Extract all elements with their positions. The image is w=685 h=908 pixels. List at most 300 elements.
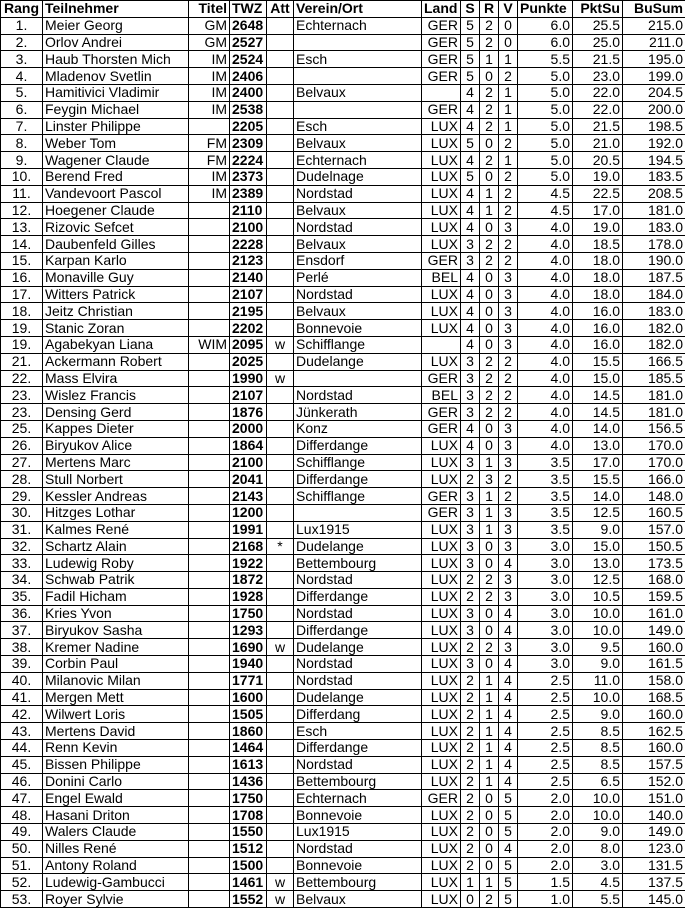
cell-busum: 140.0 [623,807,685,824]
cell-rang: 7. [1,118,43,135]
cell-verein: Bettembourg [294,874,422,891]
cell-verein: Differdange [294,622,422,639]
header-teilnehmer: Teilnehmer [43,1,189,18]
cell-busum: 199.0 [623,68,685,85]
cell-busum: 184.0 [623,286,685,303]
cell-v: 3 [499,521,518,538]
cell-pktsu: 25.0 [573,34,623,51]
cell-verein [294,370,422,387]
cell-busum: 183.0 [623,303,685,320]
cell-att [267,807,294,824]
cell-teilnehmer: Corbin Paul [43,656,189,673]
table-row [1,168,685,185]
cell-verein: Nordstad [294,572,422,589]
cell-s: 3 [461,370,480,387]
cell-titel [189,504,230,521]
cell-twz: 2205 [230,118,267,135]
cell-twz: 2100 [230,454,267,471]
cell-punkte: 3.0 [518,572,573,589]
cell-s: 4 [461,269,480,286]
cell-land: GER [422,101,461,118]
cell-land: LUX [422,824,461,841]
cell-punkte: 4.5 [518,202,573,219]
cell-verein: Konz [294,420,422,437]
cell-v: 4 [499,756,518,773]
cell-titel [189,320,230,337]
cell-busum: 150.5 [623,538,685,555]
cell-verein: Nordstad [294,387,422,404]
cell-twz: 2168 [230,538,267,555]
cell-v: 3 [499,286,518,303]
cell-punkte: 2.5 [518,756,573,773]
cell-att [267,773,294,790]
cell-teilnehmer: Ludewig-Gambucci [43,874,189,891]
cell-titel [189,857,230,874]
cell-r: 1 [480,488,499,505]
cell-rang: 5. [1,84,43,101]
cell-v: 3 [499,588,518,605]
cell-s: 2 [461,572,480,589]
cell-busum: 159.5 [623,588,685,605]
cell-titel [189,824,230,841]
cell-s: 5 [461,17,480,34]
cell-verein [294,34,422,51]
cell-teilnehmer: Witters Patrick [43,286,189,303]
cell-busum: 168.5 [623,689,685,706]
cell-pktsu: 8.5 [573,756,623,773]
cell-punkte: 3.0 [518,588,573,605]
cell-twz: 2224 [230,152,267,169]
cell-verein: Nordstad [294,605,422,622]
cell-land: LUX [422,219,461,236]
cell-titel: FM [189,152,230,169]
cell-verein: Echternach [294,17,422,34]
cell-busum: 182.0 [623,336,685,353]
header-punkte: Punkte [518,1,573,18]
cell-punkte: 3.0 [518,538,573,555]
cell-busum: 185.5 [623,370,685,387]
header-verein: Verein/Ort [294,1,422,18]
cell-twz: 1928 [230,588,267,605]
table-row [1,84,685,101]
table-row [1,689,685,706]
cell-v: 1 [499,152,518,169]
cell-land: LUX [422,807,461,824]
cell-r: 2 [480,370,499,387]
cell-rang: 51. [1,857,43,874]
cell-twz: 1750 [230,605,267,622]
cell-pktsu: 16.0 [573,303,623,320]
cell-land: LUX [422,605,461,622]
cell-pktsu: 16.0 [573,320,623,337]
cell-v: 5 [499,891,518,908]
cell-punkte: 3.0 [518,639,573,656]
cell-verein: Nordstad [294,656,422,673]
cell-att [267,488,294,505]
cell-v: 1 [499,84,518,101]
cell-v: 4 [499,605,518,622]
cell-att [267,740,294,757]
cell-land: GER [422,51,461,68]
cell-att [267,454,294,471]
cell-s: 3 [461,353,480,370]
cell-att [267,723,294,740]
cell-rang: 48. [1,807,43,824]
cell-punkte: 4.0 [518,387,573,404]
cell-v: 0 [499,34,518,51]
cell-att [267,219,294,236]
cell-verein: Nordstad [294,185,422,202]
cell-r: 1 [480,723,499,740]
cell-punkte: 5.0 [518,118,573,135]
cell-teilnehmer: Kries Yvon [43,605,189,622]
cell-v: 1 [499,51,518,68]
cell-pktsu: 8.5 [573,740,623,757]
cell-teilnehmer: Kessler Andreas [43,488,189,505]
header-rang: Rang [1,1,43,18]
cell-twz: 1436 [230,773,267,790]
cell-att [267,202,294,219]
header-twz: TWZ [230,1,267,18]
cell-titel [189,555,230,572]
cell-verein: Esch [294,118,422,135]
cell-s: 2 [461,840,480,857]
cell-rang: 10. [1,168,43,185]
cell-land: LUX [422,185,461,202]
cell-s: 2 [461,857,480,874]
cell-land: GER [422,34,461,51]
cell-rang: 4. [1,68,43,85]
cell-rang: 19. [1,320,43,337]
cell-land: LUX [422,588,461,605]
cell-r: 1 [480,689,499,706]
cell-pktsu: 17.0 [573,202,623,219]
cell-land: LUX [422,286,461,303]
cell-punkte: 3.5 [518,454,573,471]
cell-att [267,790,294,807]
cell-v: 5 [499,790,518,807]
cell-verein [294,101,422,118]
cell-land: GER [422,252,461,269]
cell-land: BEL [422,269,461,286]
cell-twz: 1876 [230,404,267,421]
cell-rang: 2. [1,34,43,51]
cell-twz: 1860 [230,723,267,740]
cell-land: LUX [422,135,461,152]
cell-rang: 39. [1,656,43,673]
cell-titel: FM [189,135,230,152]
cell-busum: 123.0 [623,840,685,857]
cell-pktsu: 18.0 [573,286,623,303]
cell-teilnehmer: Densing Gerd [43,404,189,421]
cell-s: 3 [461,454,480,471]
cell-v: 2 [499,168,518,185]
cell-att [267,588,294,605]
cell-busum: 158.0 [623,672,685,689]
table-row [1,185,685,202]
cell-rang: 52. [1,874,43,891]
cell-r: 1 [480,51,499,68]
cell-busum: 166.0 [623,471,685,488]
cell-s: 2 [461,672,480,689]
cell-land: LUX [422,118,461,135]
cell-rang: 15. [1,252,43,269]
cell-s: 2 [461,723,480,740]
cell-att: * [267,538,294,555]
cell-twz: 2524 [230,51,267,68]
cell-verein: Perlé [294,269,422,286]
table-row [1,824,685,841]
cell-pktsu: 14.0 [573,488,623,505]
cell-punkte: 2.0 [518,857,573,874]
cell-land: LUX [422,857,461,874]
cell-verein: Jünkerath [294,404,422,421]
cell-v: 4 [499,689,518,706]
cell-titel [189,656,230,673]
cell-land: LUX [422,773,461,790]
cell-twz: 1552 [230,891,267,908]
cell-teilnehmer: Weber Tom [43,135,189,152]
cell-att [267,504,294,521]
cell-titel [189,605,230,622]
cell-pktsu: 6.5 [573,773,623,790]
cell-s: 5 [461,51,480,68]
cell-att [267,168,294,185]
cell-land: GER [422,370,461,387]
cell-punkte: 4.0 [518,219,573,236]
cell-busum: 160.0 [623,706,685,723]
cell-verein: Dudelange [294,538,422,555]
cell-punkte: 2.5 [518,723,573,740]
cell-pktsu: 12.5 [573,504,623,521]
cell-v: 2 [499,471,518,488]
table-row [1,488,685,505]
cell-att [267,672,294,689]
cell-teilnehmer: Schwab Patrik [43,572,189,589]
cell-rang: 42. [1,706,43,723]
cell-teilnehmer: Hitzges Lothar [43,504,189,521]
table-row [1,303,685,320]
cell-verein: Differdange [294,437,422,454]
table-row [1,320,685,337]
cell-punkte: 3.0 [518,605,573,622]
cell-s: 4 [461,219,480,236]
cell-att [267,101,294,118]
cell-twz: 2107 [230,286,267,303]
cell-r: 0 [480,790,499,807]
cell-verein: Bonnevoie [294,320,422,337]
cell-twz: 2406 [230,68,267,85]
cell-rang: 3. [1,51,43,68]
cell-titel [189,118,230,135]
cell-s: 2 [461,706,480,723]
cell-rang: 28. [1,471,43,488]
cell-pktsu: 9.0 [573,656,623,673]
cell-s: 3 [461,236,480,253]
cell-titel [189,874,230,891]
cell-s: 4 [461,101,480,118]
cell-land: LUX [422,706,461,723]
cell-punkte: 3.5 [518,521,573,538]
cell-rang: 26. [1,437,43,454]
cell-verein: Differdange [294,740,422,757]
cell-s: 3 [461,622,480,639]
cell-s: 2 [461,639,480,656]
cell-v: 3 [499,437,518,454]
cell-rang: 22. [1,370,43,387]
cell-r: 0 [480,168,499,185]
cell-titel [189,420,230,437]
cell-land: LUX [422,538,461,555]
cell-punkte: 4.0 [518,252,573,269]
table-row [1,840,685,857]
cell-r: 1 [480,672,499,689]
cell-land: GER [422,420,461,437]
cell-verein: Lux1915 [294,521,422,538]
cell-pktsu: 13.0 [573,437,623,454]
cell-r: 0 [480,420,499,437]
cell-busum: 151.0 [623,790,685,807]
cell-v: 3 [499,336,518,353]
cell-teilnehmer: Agabekyan Liana [43,336,189,353]
cell-punkte: 2.5 [518,773,573,790]
cell-att [267,824,294,841]
cell-pktsu: 8.0 [573,840,623,857]
cell-teilnehmer: Wagener Claude [43,152,189,169]
cell-v: 5 [499,807,518,824]
cell-s: 3 [461,656,480,673]
cell-punkte: 2.0 [518,824,573,841]
cell-land [422,84,461,101]
cell-titel: IM [189,68,230,85]
cell-v: 3 [499,454,518,471]
cell-rang: 47. [1,790,43,807]
cell-r: 1 [480,521,499,538]
cell-busum: 192.0 [623,135,685,152]
table-row [1,353,685,370]
cell-att [267,269,294,286]
cell-v: 2 [499,185,518,202]
cell-pktsu: 22.0 [573,101,623,118]
cell-pktsu: 9.0 [573,706,623,723]
cell-r: 2 [480,84,499,101]
cell-land: LUX [422,236,461,253]
cell-pktsu: 10.0 [573,605,623,622]
cell-teilnehmer: Mertens Marc [43,454,189,471]
cell-pktsu: 11.0 [573,672,623,689]
cell-teilnehmer: Engel Ewald [43,790,189,807]
cell-r: 1 [480,504,499,521]
cell-s: 4 [461,118,480,135]
cell-busum: 200.0 [623,101,685,118]
cell-verein: Belvaux [294,236,422,253]
table-row [1,152,685,169]
cell-att [267,17,294,34]
cell-twz: 1505 [230,706,267,723]
cell-verein: Differdange [294,588,422,605]
cell-rang: 25. [1,420,43,437]
cell-busum: 211.0 [623,34,685,51]
cell-pktsu: 9.0 [573,521,623,538]
cell-teilnehmer: Ludewig Roby [43,555,189,572]
cell-r: 1 [480,706,499,723]
cell-land: GER [422,504,461,521]
cell-verein: Schifflange [294,488,422,505]
cell-twz: 2100 [230,219,267,236]
cell-teilnehmer: Wilwert Loris [43,706,189,723]
cell-titel [189,572,230,589]
cell-r: 1 [480,202,499,219]
cell-att [267,185,294,202]
table-row [1,504,685,521]
cell-rang: 6. [1,101,43,118]
cell-verein: Schifflange [294,454,422,471]
cell-r: 1 [480,756,499,773]
cell-titel [189,807,230,824]
cell-titel [189,740,230,757]
cell-att [267,437,294,454]
cell-teilnehmer: Mertens David [43,723,189,740]
cell-land [422,336,461,353]
cell-att [267,51,294,68]
cell-v: 4 [499,656,518,673]
cell-twz: 1771 [230,672,267,689]
cell-punkte: 1.5 [518,874,573,891]
cell-land: GER [422,790,461,807]
cell-att: w [267,370,294,387]
header-pktsu: PktSu [573,1,623,18]
cell-rang: 23. [1,404,43,421]
cell-twz: 2025 [230,353,267,370]
cell-verein: Nordstad [294,840,422,857]
cell-r: 2 [480,252,499,269]
cell-busum: 161.5 [623,656,685,673]
cell-v: 5 [499,824,518,841]
cell-pktsu: 4.5 [573,874,623,891]
cell-teilnehmer: Stull Norbert [43,471,189,488]
cell-titel: IM [189,168,230,185]
cell-titel [189,286,230,303]
cell-twz: 1690 [230,639,267,656]
cell-teilnehmer: Mass Elvira [43,370,189,387]
cell-pktsu: 16.0 [573,336,623,353]
cell-rang: 40. [1,672,43,689]
cell-titel [189,790,230,807]
cell-v: 5 [499,857,518,874]
cell-v: 3 [499,504,518,521]
cell-twz: 2538 [230,101,267,118]
cell-punkte: 4.0 [518,437,573,454]
cell-r: 0 [480,303,499,320]
cell-att: w [267,891,294,908]
cell-teilnehmer: Orlov Andrei [43,34,189,51]
cell-busum: 168.0 [623,572,685,589]
cell-v: 2 [499,404,518,421]
cell-teilnehmer: Vandevoort Pascol [43,185,189,202]
cell-att [267,135,294,152]
cell-pktsu: 10.0 [573,689,623,706]
cell-s: 2 [461,807,480,824]
cell-busum: 204.5 [623,84,685,101]
cell-titel [189,706,230,723]
cell-punkte: 4.5 [518,185,573,202]
cell-pktsu: 15.0 [573,538,623,555]
cell-s: 2 [461,790,480,807]
table-row [1,336,685,353]
cell-twz: 1864 [230,437,267,454]
cell-land: LUX [422,656,461,673]
cell-v: 3 [499,303,518,320]
